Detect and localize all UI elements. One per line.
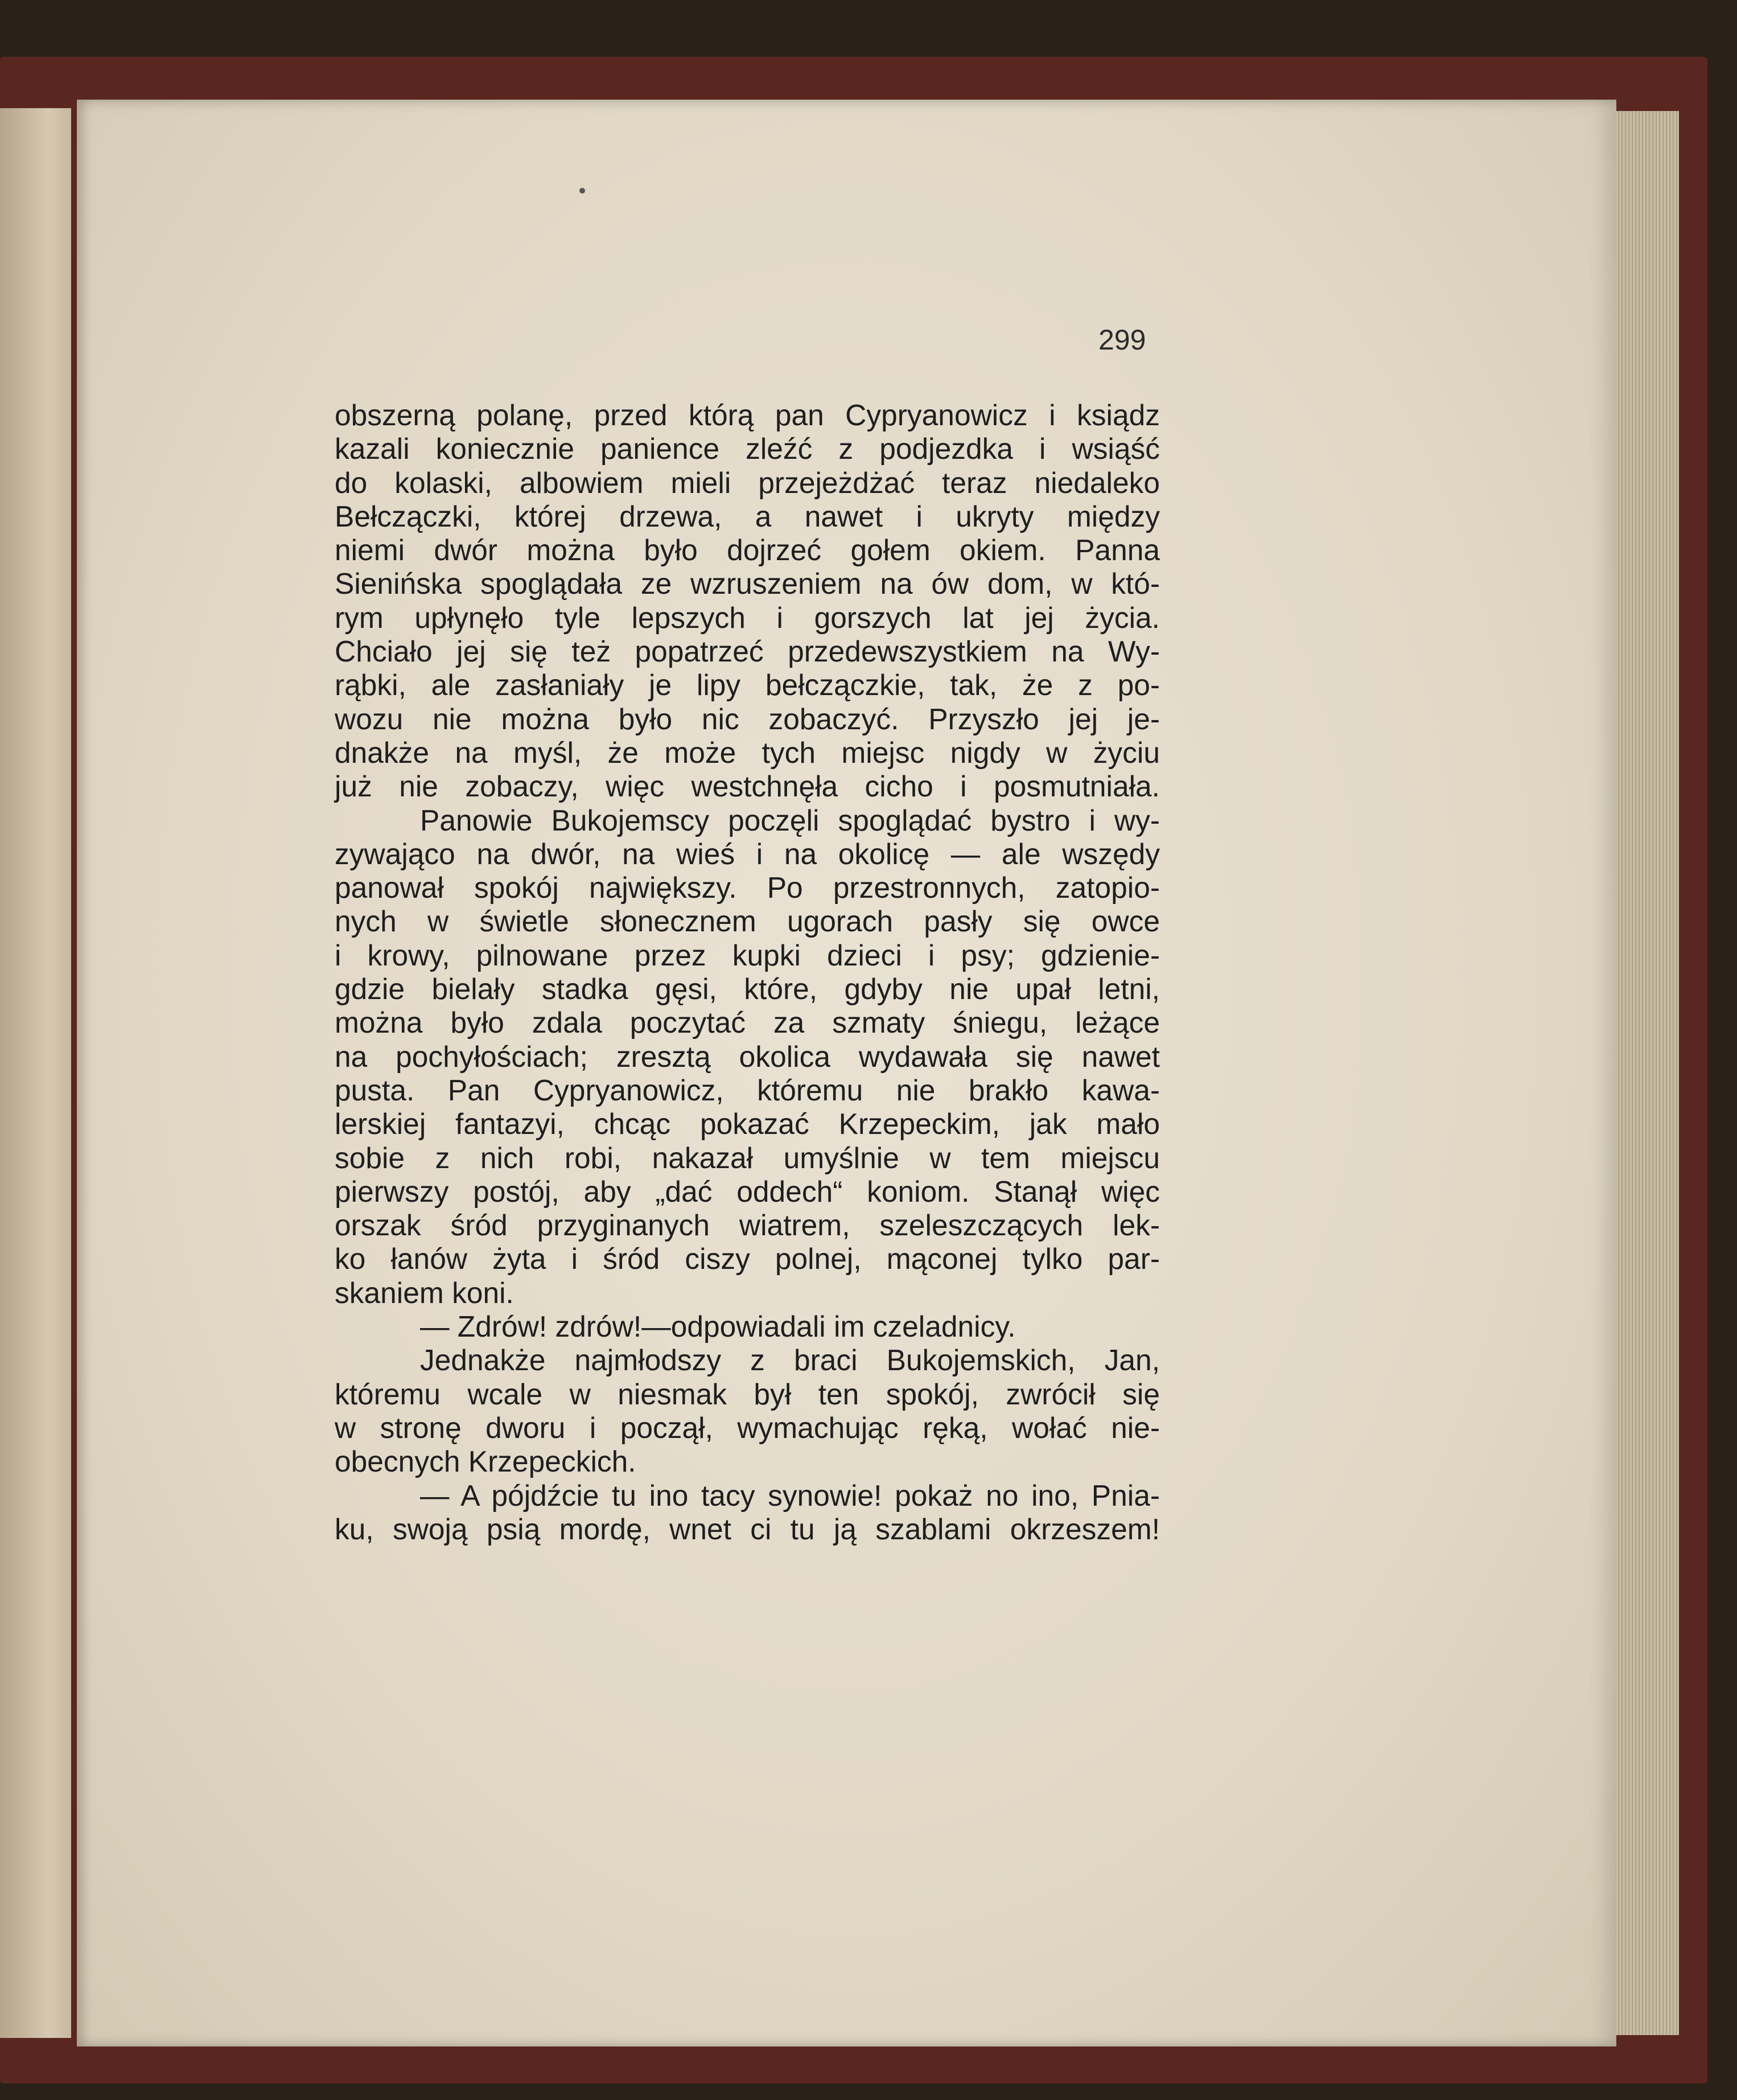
text-line: skaniem koni. <box>335 1276 514 1309</box>
text-line: Bełczączki, której drzewa, a nawet i ukryty między <box>335 499 1160 533</box>
text-line: ko łanów żyta i śród ciszy polnej, mąconej tylko par- <box>335 1242 1160 1276</box>
text-line: i krowy, pilnowane przez kupki dzieci i psy; gdzienie- <box>335 938 1160 972</box>
text-line: pusta. Pan Cypryanowicz, któremu nie brakło kawa- <box>335 1073 1160 1107</box>
body-text <box>335 398 1160 1546</box>
text-line: rąbki, ale zasłaniały je lipy bełczączkie, tak, że z po- <box>335 668 1160 702</box>
ink-speck <box>579 188 585 194</box>
text-line: któremu wcale w niesmak był ten spokój, zwrócił się <box>335 1377 1160 1411</box>
text-line: wozu nie można było nic zobaczyć. Przyszło jej je- <box>335 702 1160 735</box>
text-line: można było zdala poczytać za szmaty śniegu, leżące <box>335 1006 1160 1039</box>
page-number: 299 <box>1098 324 1146 356</box>
text-line: — A pójdźcie tu ino tacy synowie! pokaż no ino, Pnia- <box>420 1478 1160 1512</box>
text-line: Sienińska spoglądała ze wzruszeniem na ów dom, w któ- <box>335 567 1160 601</box>
page-block-edges <box>1616 111 1679 2035</box>
text-line: ku, swoją psią mordę, wnet ci tu ją szablami okrzeszem! <box>335 1512 1160 1546</box>
text-line: na pochyłościach; zresztą okolica wydawała się nawet <box>335 1039 1160 1073</box>
text-line: Panowie Bukojemscy poczęli spoglądać bystro i wy- <box>420 803 1160 837</box>
text-line: rym upłynęło tyle lepszych i gorszych lat jej życia. <box>335 601 1160 634</box>
text-line: w stronę dworu i począł, wymachując ręką, wołać nie- <box>335 1411 1160 1444</box>
text-line: gdzie bielały stadka gęsi, które, gdyby nie upał letni, <box>335 972 1160 1006</box>
text-line: kazali koniecznie panience zleźć z podjezdka i wsiąść <box>335 432 1160 466</box>
text-line: orszak śród przyginanych wiatrem, szeleszczących lek- <box>335 1209 1160 1242</box>
text-line: nych w świetle słonecznem ugorach pasły się owce <box>335 905 1160 938</box>
text-line: — Zdrów! zdrów!—odpowiadali im czeladnicy. <box>420 1310 1016 1343</box>
text-line: sobie z nich robi, nakazał umyślnie w tem miejscu <box>335 1141 1160 1174</box>
text-line: już nie zobaczy, więc westchnęła cicho i posmutniała. <box>335 770 1160 803</box>
text-line: panował spokój największy. Po przestronnych, zatopio- <box>335 871 1160 905</box>
text-line: Chciało jej się też popatrzeć przedewszystkiem na Wy- <box>335 635 1160 668</box>
text-line: obszerną polanę, przed którą pan Cypryanowicz i ksiądz <box>335 398 1160 431</box>
text-line: pierwszy postój, aby „dać oddech“ koniom. Stanął więc <box>335 1174 1160 1208</box>
text-line: do kolaski, albowiem mieli przejeżdżać teraz niedaleko <box>335 466 1160 499</box>
text-line: zywająco na dwór, na wieś i na okolicę — ale wszędy <box>335 837 1160 870</box>
text-line: niemi dwór można było dojrzeć gołem okiem. Panna <box>335 533 1160 567</box>
text-line: lerskiej fantazyi, chcąc pokazać Krzepeckim, jak mało <box>335 1107 1160 1141</box>
text-line: obecnych Krzepeckich. <box>335 1445 636 1478</box>
text-line: dnakże na myśl, że może tych miejsc nigdy w życiu <box>335 735 1160 769</box>
text-line: Jednakże najmłodszy z braci Bukojemskich, Jan, <box>420 1343 1160 1377</box>
left-page-edge <box>0 108 71 2038</box>
